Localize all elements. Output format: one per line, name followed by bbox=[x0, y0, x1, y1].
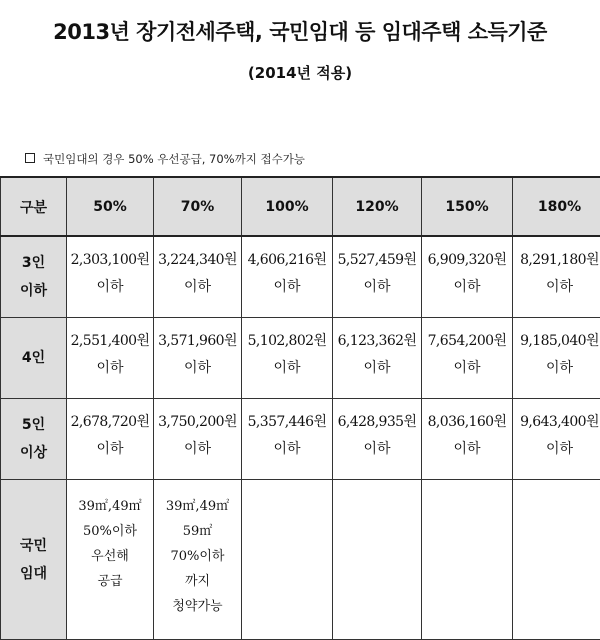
note-text: 국민임대의 경우 50% 우선공급, 70%까지 접수가능 bbox=[43, 152, 305, 166]
table-row bbox=[1, 236, 600, 318]
document-subtitle: (2014년 적용) bbox=[0, 62, 600, 83]
income-criteria-table bbox=[0, 176, 600, 640]
header-150: 150% bbox=[422, 177, 513, 236]
header-category: 구분 bbox=[1, 177, 67, 236]
row-label-national-rental: 국민 임대 bbox=[1, 480, 67, 640]
table-cell: 8,036,160원 이하 bbox=[422, 399, 513, 480]
row-label-4-persons: 4인 bbox=[1, 318, 67, 399]
table-cell: 9,185,040원 이하 bbox=[513, 318, 600, 399]
note-line bbox=[25, 151, 305, 167]
table-cell: 4,606,216원 이하 bbox=[242, 236, 333, 318]
table-cell: 5,102,802원 이하 bbox=[242, 318, 333, 399]
empty-cell bbox=[513, 480, 600, 640]
document-title: 2013년 장기전세주택, 국민임대 등 임대주택 소득기준 bbox=[0, 16, 600, 46]
table-cell: 7,654,200원 이하 bbox=[422, 318, 513, 399]
empty-cell bbox=[422, 480, 513, 640]
header-50: 50% bbox=[67, 177, 154, 236]
table-header-row bbox=[1, 177, 600, 236]
row-label-3-persons: 3인 이하 bbox=[1, 236, 67, 318]
header-120: 120% bbox=[333, 177, 422, 236]
table-row bbox=[1, 318, 600, 399]
national-rental-70-cell: 39㎡,49㎡ 59㎡ 70%이하 까지 청약가능 bbox=[154, 480, 242, 640]
table-cell: 5,357,446원 이하 bbox=[242, 399, 333, 480]
table-row-national-rental bbox=[1, 480, 600, 640]
table-cell: 6,428,935원 이하 bbox=[333, 399, 422, 480]
header-70: 70% bbox=[154, 177, 242, 236]
table-cell: 9,643,400원 이하 bbox=[513, 399, 600, 480]
table-cell: 5,527,459원 이하 bbox=[333, 236, 422, 318]
header-180: 180% bbox=[513, 177, 600, 236]
national-rental-50-cell: 39㎡,49㎡ 50%이하 우선해 공급 bbox=[67, 480, 154, 640]
table-cell: 6,909,320원 이하 bbox=[422, 236, 513, 318]
checkbox-square-icon bbox=[25, 153, 35, 163]
header-100: 100% bbox=[242, 177, 333, 236]
row-label-5-persons: 5인 이상 bbox=[1, 399, 67, 480]
table-cell: 3,750,200원 이하 bbox=[154, 399, 242, 480]
table-cell: 2,303,100원 이하 bbox=[67, 236, 154, 318]
table-cell: 8,291,180원 이하 bbox=[513, 236, 600, 318]
empty-cell bbox=[242, 480, 333, 640]
empty-cell bbox=[333, 480, 422, 640]
table-cell: 2,678,720원 이하 bbox=[67, 399, 154, 480]
table-cell: 2,551,400원 이하 bbox=[67, 318, 154, 399]
table-row bbox=[1, 399, 600, 480]
table-cell: 3,224,340원 이하 bbox=[154, 236, 242, 318]
table-cell: 6,123,362원 이하 bbox=[333, 318, 422, 399]
table-cell: 3,571,960원 이하 bbox=[154, 318, 242, 399]
